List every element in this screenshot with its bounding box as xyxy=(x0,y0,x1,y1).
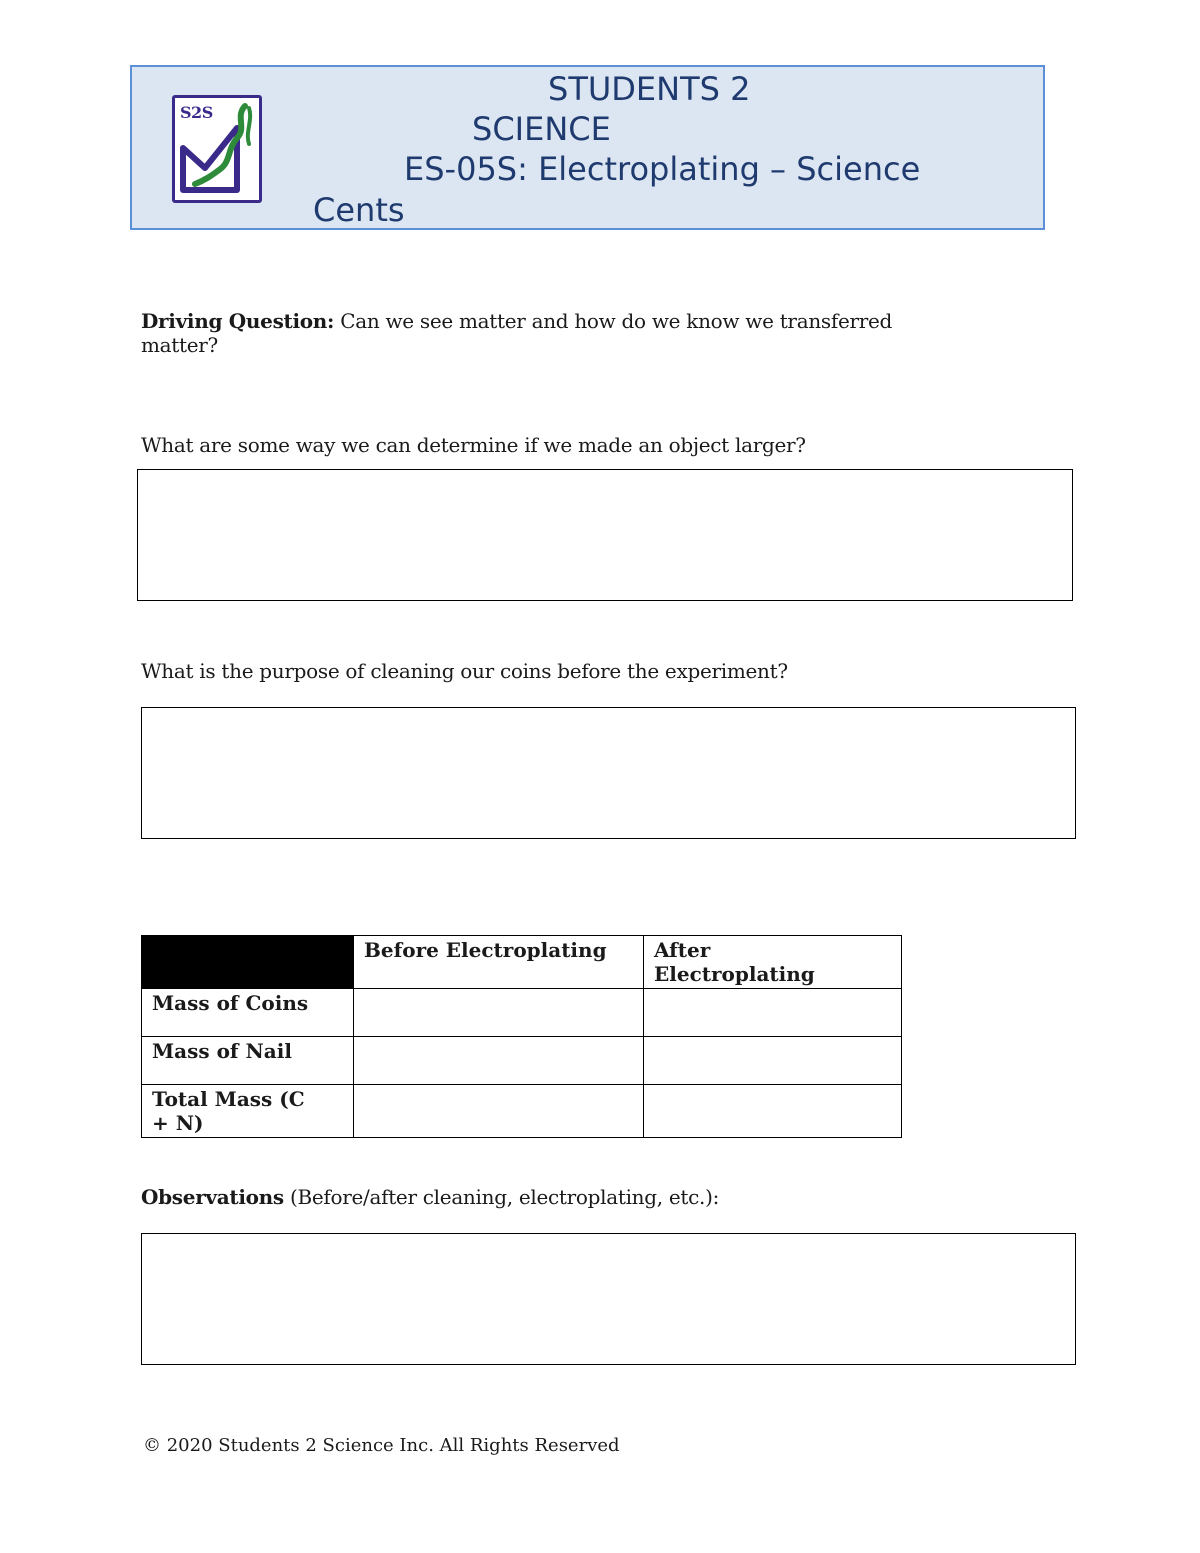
title-line-1: STUDENTS 2 xyxy=(548,70,751,108)
driving-question-continued: matter? xyxy=(141,333,218,357)
cell-total-after[interactable] xyxy=(644,1085,902,1138)
row-label-total xyxy=(142,1085,354,1138)
observations-label: Observations xyxy=(141,1185,284,1209)
driving-question-label: Driving Question: xyxy=(141,309,335,333)
title-line-2: SCIENCE xyxy=(472,110,611,148)
answer-box-observations[interactable] xyxy=(141,1233,1076,1365)
table-row xyxy=(142,989,902,1037)
row-label-total-line-2: + N) xyxy=(152,1111,204,1135)
answer-box-2[interactable] xyxy=(141,707,1076,839)
driving-question-text: Can we see matter and how do we know we transferred xyxy=(334,309,893,333)
copyright-footer: © 2020 Students 2 Science Inc. All Rights Reserved xyxy=(143,1435,620,1456)
question-1: What are some way we can determine if we made an object larger? xyxy=(141,433,806,457)
cell-coins-before[interactable] xyxy=(354,989,644,1037)
mass-table xyxy=(141,935,902,1138)
observations-text: (Before/after cleaning, electroplating, etc.): xyxy=(283,1185,720,1209)
row-label-total-line-1: Total Mass (C xyxy=(152,1087,305,1111)
s2s-logo xyxy=(172,95,262,203)
title-line-3: ES-05S: Electroplating – Science xyxy=(404,150,921,188)
header-before: Before Electroplating xyxy=(354,936,644,989)
header-after-line-1: After xyxy=(654,938,711,962)
table-header-row xyxy=(142,936,902,989)
cell-coins-after[interactable] xyxy=(644,989,902,1037)
question-2: What is the purpose of cleaning our coins before the experiment? xyxy=(141,659,788,683)
answer-box-1[interactable] xyxy=(137,469,1073,601)
header-after xyxy=(644,936,902,989)
title-line-4: Cents xyxy=(313,191,405,229)
table-corner-cell xyxy=(142,936,354,989)
title-banner xyxy=(130,65,1045,230)
driving-question xyxy=(141,309,892,333)
cell-nail-before[interactable] xyxy=(354,1037,644,1085)
cell-total-before[interactable] xyxy=(354,1085,644,1138)
table-row xyxy=(142,1085,902,1138)
logo-text: S2S xyxy=(180,103,213,122)
table-row xyxy=(142,1037,902,1085)
cell-nail-after[interactable] xyxy=(644,1037,902,1085)
header-after-line-2: Electroplating xyxy=(654,962,815,986)
observations-prompt xyxy=(141,1185,719,1209)
row-label-coins: Mass of Coins xyxy=(142,989,354,1037)
row-label-nail: Mass of Nail xyxy=(142,1037,354,1085)
